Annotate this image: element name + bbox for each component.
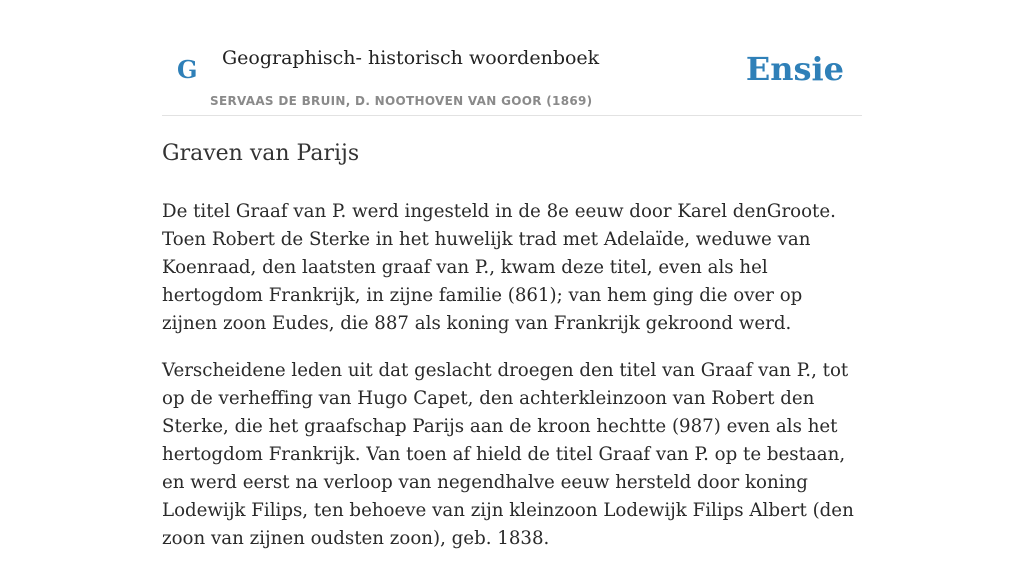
- entry-paragraph: De titel Graaf van P. werd ingesteld in de 8e eeuw door Karel denGroote. Toen Robert de Sterke in het huwelijk trad met Adelaïde, weduwe van Koenraad, den laatsten graaf van P., kwam deze titel, even als hel hertogdom Frankrijk, in zijne familie (861); van hem ging die over op zijnen zoon Eudes, die 887 als koning van Frankrijk gekroond werd.: [162, 201, 836, 334]
- header: [162, 0, 862, 116]
- index-letter[interactable]: G: [177, 55, 198, 84]
- book-title[interactable]: Geographisch- historisch woordenboek: [222, 47, 600, 69]
- book-authors: SERVAAS DE BRUIN, D. NOOTHOVEN VAN GOOR (1869): [210, 94, 593, 108]
- entry-content: [162, 134, 862, 572]
- entry-paragraph: Verscheidene leden uit dat geslacht droegen den titel van Graaf van P., tot op de verheffing van Hugo Capet, den achterkleinzoon van Robert den Sterke, die het graafschap Parijs aan de kroon hechtte (987) even als het hertogdom Frankrijk. Van toen af hield de titel Graaf van P. op te bestaan, en werd eerst na verloop van negendhalve eeuw hersteld door koning Lodewijk Filips, ten behoeve van zijn kleinzoon Lodewijk Filips Albert (den zoon van zijnen oudsten zoon), geb. 1838.: [162, 360, 854, 549]
- brand-logo[interactable]: Ensie: [745, 50, 844, 88]
- entry-title: Graven van Parijs: [162, 141, 360, 166]
